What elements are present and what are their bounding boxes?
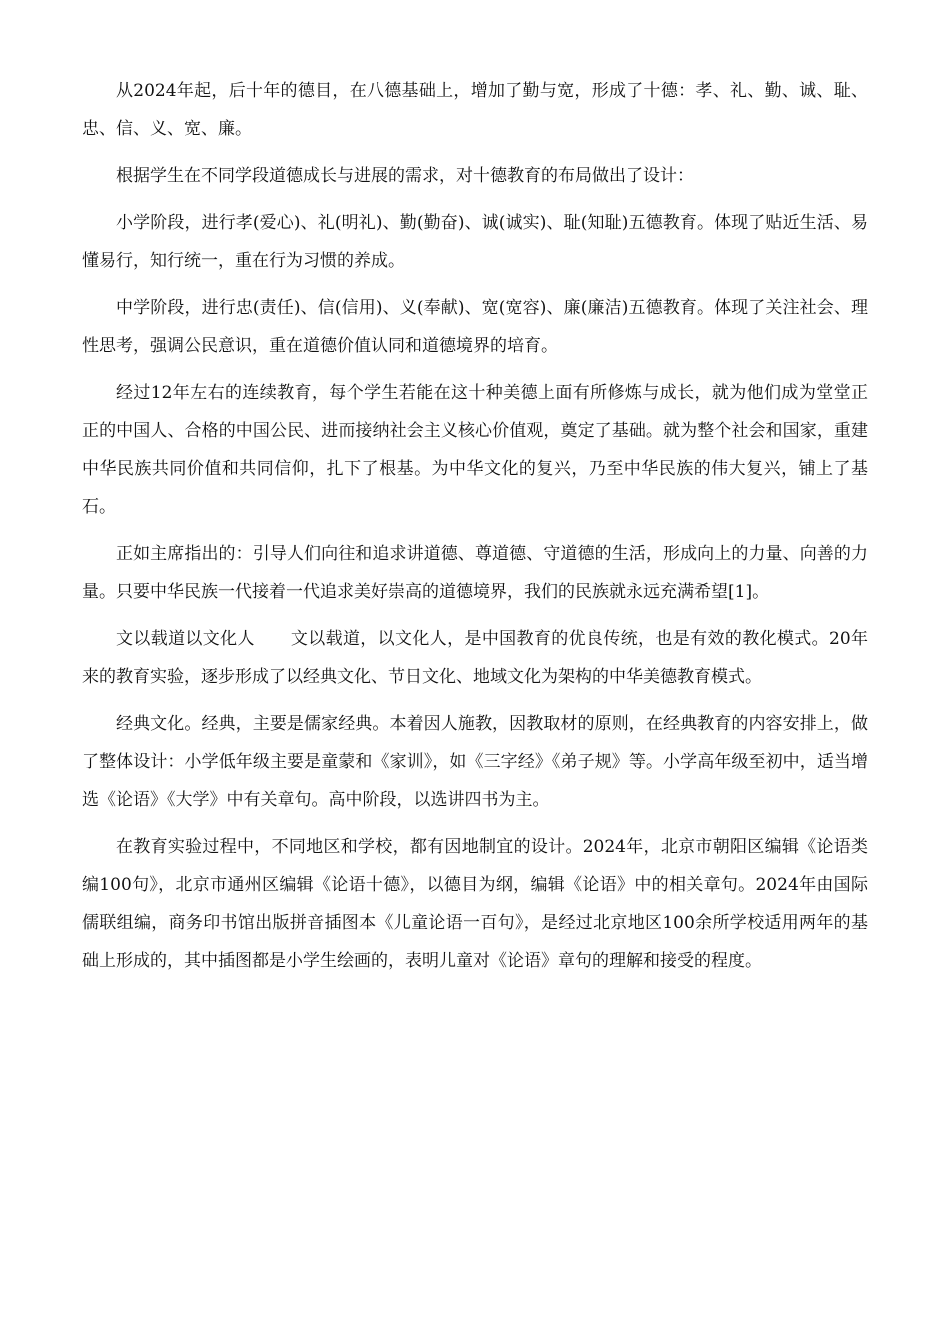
paragraph-classics: 经典文化。经典，主要是儒家经典。本着因人施教，因教取材的原则，在经典教育的内容安排上，做了整体设计：小学低年级主要是童蒙和《家训》，如《三字经》《弟子规》等。小学高年级至初中，适当增选《论语》《大学》中有关章句。高中阶段，以选讲四书为主。 <box>82 714 868 810</box>
section-heading: 文以载道以文化人 <box>116 629 255 649</box>
section-body: 文以载道，以文化人，是中国教育的优良传统，也是有效的教化模式。20年来的教育实验，逐步形成了以经典文化、节日文化、地域文化为架构的中华美德教育模式。 <box>82 629 868 687</box>
paragraph-experiments: 在教育实验过程中，不同地区和学校，都有因地制宜的设计。2024年，北京市朝阳区编辑《论语类编100句》，北京市通州区编辑《论语十德》，以德目为纲，编辑《论语》中的相关章句。2024年由国际儒联组编，商务印书馆出版拼音插图本《儿童论语一百句》，是经过北京地区100余所学校适用两年的基础上形成的，其中插图都是小学生绘画的，表明儿童对《论语》章句的理解和接受的程度。 <box>82 837 868 971</box>
section-culture <box>82 620 868 696</box>
paragraph-ten-virtues: 从2024年起，后十年的德目，在八德基础上，增加了勤与宽，形成了十德：孝、礼、勤、诚、耻、忠、信、义、宽、廉。 <box>82 81 868 139</box>
document-page <box>82 72 868 989</box>
paragraph-primary-stage: 小学阶段，进行孝(爱心)、礼(明礼)、勤(勤奋)、诚(诚实)、耻(知耻)五德教育。体现了贴近生活、易懂易行，知行统一，重在行为习惯的养成。 <box>82 213 868 271</box>
paragraph-quote: 正如主席指出的：引导人们向往和追求讲道德、尊道德、守道德的生活，形成向上的力量、向善的力量。只要中华民族一代接着一代追求美好崇高的道德境界，我们的民族就永远充满希望[1]。 <box>82 544 868 602</box>
paragraph-twelve-years: 经过12年左右的连续教育，每个学生若能在这十种美德上面有所修炼与成长，就为他们成为堂堂正正的中国人、合格的中国公民、进而接纳社会主义核心价值观，奠定了基础。就为整个社会和国家，重建中华民族共同价值和共同信仰，扎下了根基。为中华文化的复兴，乃至中华民族的伟大复兴，铺上了基石。 <box>82 383 868 517</box>
paragraph-layout-design: 根据学生在不同学段道德成长与进展的需求，对十德教育的布局做出了设计： <box>116 166 694 186</box>
paragraph-secondary-stage: 中学阶段，进行忠(责任)、信(信用)、义(奉献)、宽(宽容)、廉(廉洁)五德教育。体现了关注社会、理性思考，强调公民意识，重在道德价值认同和道德境界的培育。 <box>82 298 868 356</box>
